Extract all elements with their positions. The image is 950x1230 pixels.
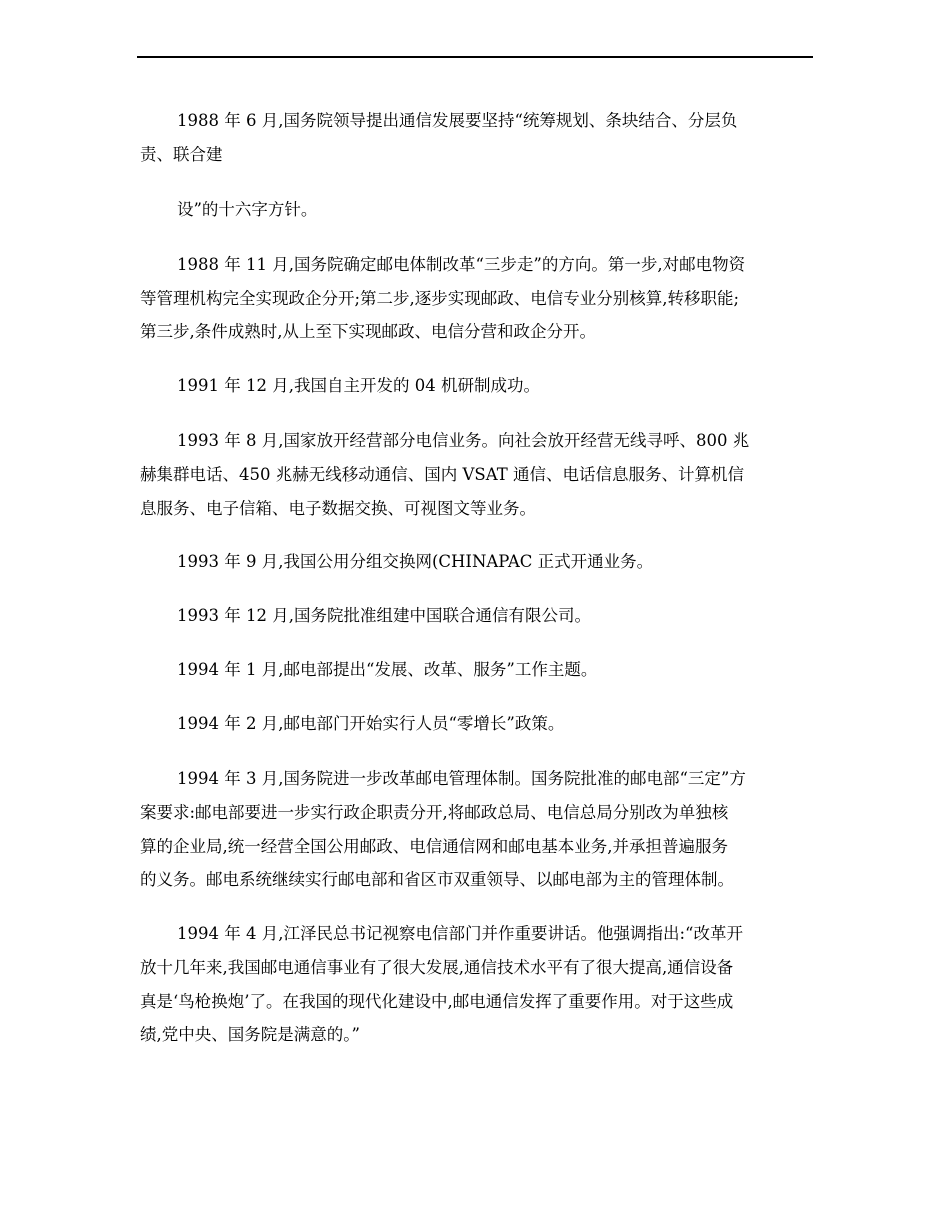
- paragraph-6-line-1: 1993 年 9 月,我国公用分组交换网(CHINAPAC 正式开通业务。: [177, 552, 654, 571]
- paragraph-11-line-2: 放十几年来,我国邮电通信事业有了很大发展,通信技术水平有了很大提高,通信设备: [140, 958, 734, 977]
- paragraph-11-line-4: 绩,党中央、国务院是满意的。”: [140, 1025, 360, 1044]
- paragraph-8-line-1: 1994 年 1 月,邮电部提出“发展、改革、服务”工作主题。: [177, 660, 598, 679]
- paragraph-2-line-1: 设”的十六字方针。: [177, 200, 318, 219]
- paragraph-3-line-2: 等管理机构完全实现政企分开;第二步,逐步实现邮政、电信专业分别核算,转移职能;: [140, 289, 740, 308]
- paragraph-1-line-1: 1988 年 6 月,国务院领导提出通信发展要坚持“统筹规划、条块结合、分层负: [177, 111, 738, 130]
- paragraph-10-line-3: 算的企业局,统一经营全国公用邮政、电信通信网和邮电基本业务,并承担普遍服务: [140, 837, 728, 856]
- paragraph-5-line-1: 1993 年 8 月,国家放开经营部分电信业务。向社会放开经营无线寻呼、800 兆: [177, 431, 750, 450]
- paragraph-3-line-3: 第三步,条件成熟时,从上至下实现邮政、电信分营和政企分开。: [140, 322, 596, 341]
- paragraph-11-line-1: 1994 年 4 月,江泽民总书记视察电信部门并作重要讲话。他强调指出:“改革开: [177, 924, 743, 943]
- header-rule: [137, 56, 813, 58]
- paragraph-5-line-2: 赫集群电话、450 兆赫无线移动通信、国内 VSAT 通信、电话信息服务、计算机信: [140, 465, 744, 484]
- paragraph-11-line-3: 真是‘鸟枪换炮’了。在我国的现代化建设中,邮电通信发挥了重要作用。对于这些成: [140, 992, 734, 1011]
- paragraph-9-line-1: 1994 年 2 月,邮电部门开始实行人员“零增长”政策。: [177, 714, 565, 733]
- paragraph-7-line-1: 1993 年 12 月,国务院批准组建中国联合通信有限公司。: [177, 606, 591, 625]
- paragraph-10-line-2: 案要求:邮电部要进一步实行政企职责分开,将邮政总局、电信总局分别改为单独核: [140, 803, 729, 822]
- paragraph-10-line-4: 的义务。邮电系统继续实行邮电部和省区市双重领导、以邮电部为主的管理体制。: [140, 870, 734, 889]
- paragraph-3-line-1: 1988 年 11 月,国务院确定邮电体制改革“三步走”的方向。第一步,对邮电物资: [177, 255, 746, 274]
- paragraph-5-line-3: 息服务、电子信箱、电子数据交换、可视图文等业务。: [140, 499, 536, 518]
- paragraph-10-line-1: 1994 年 3 月,国务院进一步改革邮电管理体制。国务院批准的邮电部“三定”方: [177, 769, 746, 788]
- paragraph-1-line-2: 责、联合建: [140, 145, 223, 164]
- paragraph-4-line-1: 1991 年 12 月,我国自主开发的 04 机研制成功。: [177, 376, 540, 395]
